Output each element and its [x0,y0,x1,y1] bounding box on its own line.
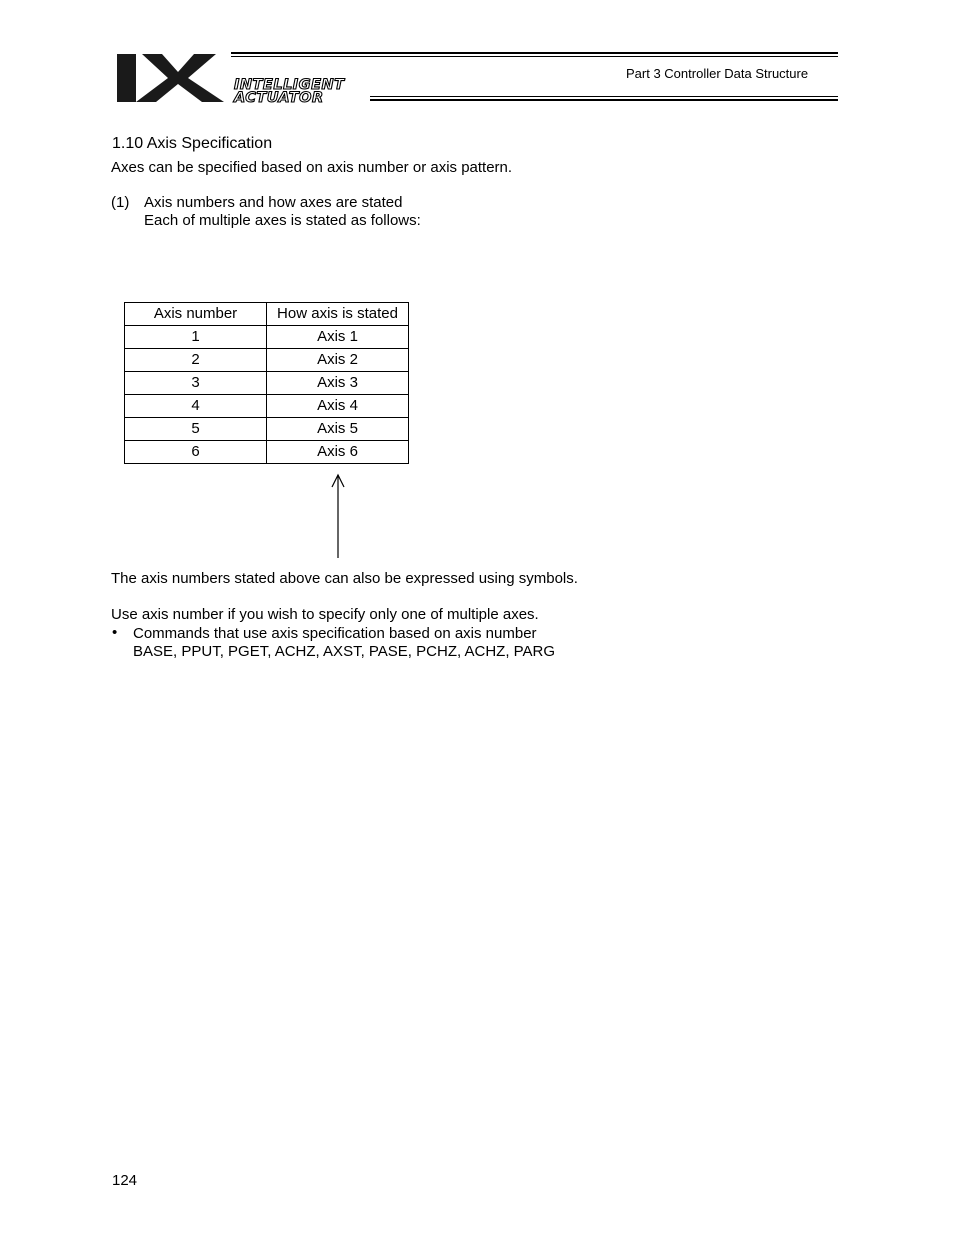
table-row [125,372,409,395]
table-cell-axis-number: 4 [125,395,267,418]
page-number: 124 [112,1172,138,1189]
header-rule-top [231,52,838,54]
table-cell-axis-number: 1 [125,326,267,349]
table-cell-axis-number: 3 [125,372,267,395]
table-row [125,326,409,349]
table-cell-how-stated: Axis 3 [267,372,409,395]
section-heading: 1.10 Axis Specification [112,135,273,152]
table-cell-axis-number: 5 [125,418,267,441]
header-rule-bottom [370,99,838,101]
table-cell-how-stated: Axis 1 [267,326,409,349]
up-arrow-icon [328,472,348,562]
ix-logo-mark [112,50,228,104]
item1-title: Axis numbers and how axes are stated [144,194,403,211]
item1-number: (1) [111,194,130,211]
table-cell-how-stated: Axis 4 [267,395,409,418]
axis-table [124,302,409,464]
table-cell-how-stated: Axis 2 [267,349,409,372]
symbols-note: The axis numbers stated above can also be expressed using symbols. [111,570,578,587]
section-intro: Axes can be specified based on axis number or axis pattern. [111,159,513,176]
logo-word-actuator: ACTUATOR [234,90,324,106]
item1-subtitle: Each of multiple axes is stated as follows: [144,212,421,229]
table-header-axis-number: Axis number [125,303,267,326]
bullet-icon: • [112,624,118,641]
table-row [125,349,409,372]
header-section-title: Part 3 Controller Data Structure [626,66,809,81]
table-row [125,395,409,418]
table-cell-how-stated: Axis 5 [267,418,409,441]
table-header-how-stated: How axis is stated [267,303,409,326]
table-cell-axis-number: 6 [125,441,267,464]
table-row [125,441,409,464]
logo-word-intelligent: INTELLIGENT [234,77,345,93]
header-rule-bottom-thin [370,96,838,97]
bullet-text: Commands that use axis specification based on axis number [133,625,537,642]
header-rule-top-thin [231,56,838,57]
table-header-row [125,303,409,326]
table-cell-axis-number: 2 [125,349,267,372]
command-list: BASE, PPUT, PGET, ACHZ, AXST, PASE, PCHZ, ACHZ, PARG [133,643,556,660]
table-cell-how-stated: Axis 6 [267,441,409,464]
single-axis-note: Use axis number if you wish to specify only one of multiple axes. [111,606,539,623]
table-row [125,418,409,441]
